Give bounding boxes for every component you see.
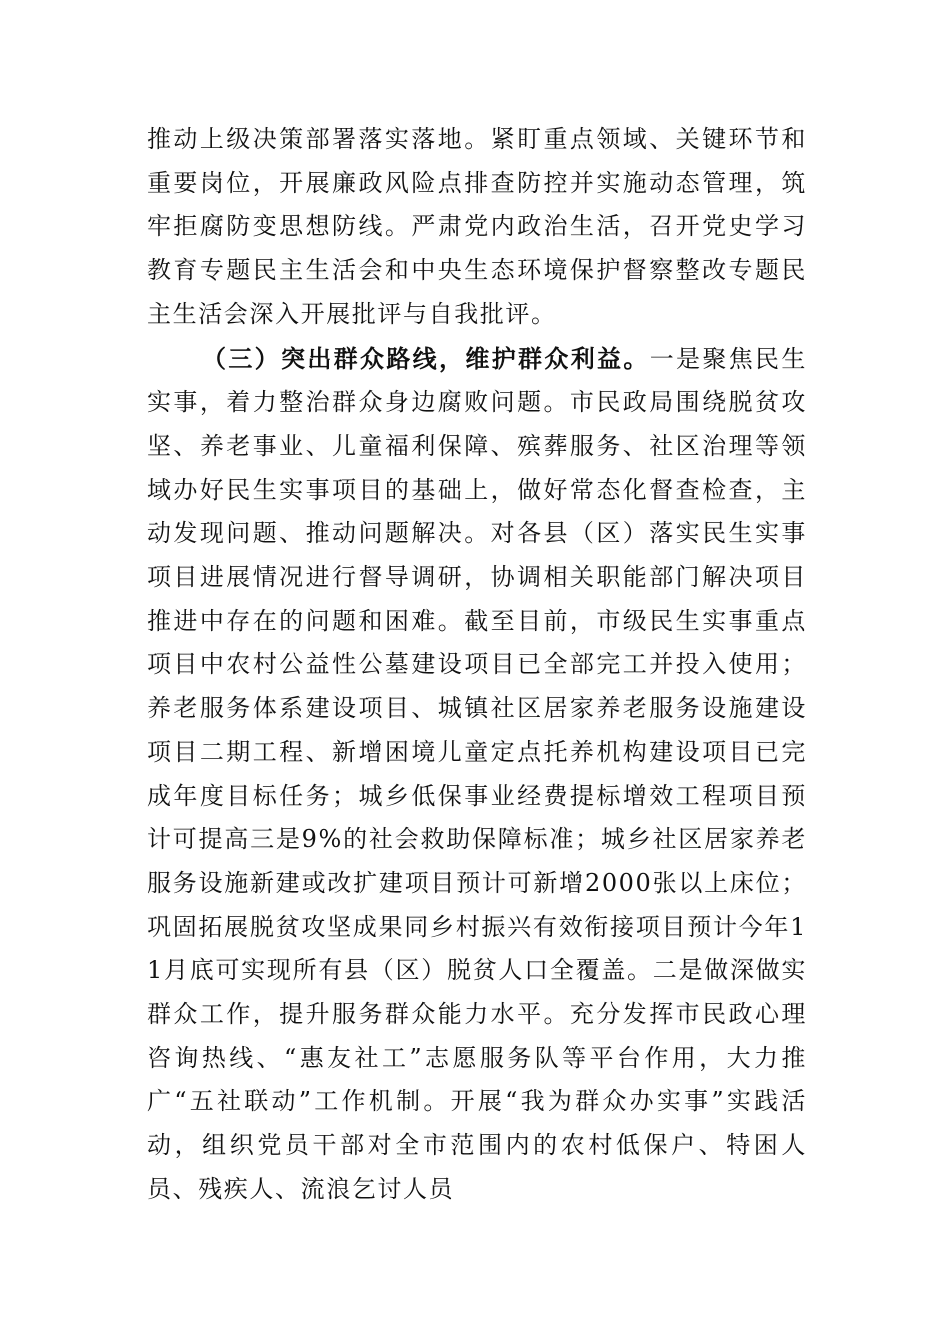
paragraph-1: 推动上级决策部署落实落地。紧盯重点领域、关键环节和重要岗位，开展廉政风险点排查防控并实施动态管理，筑牢拒腐防变思想防线。严肃党内政治生活，召开党史学习教育专题民主生活会和中央生态环境保护督察整改专题民主生活会深入开展批评与自我批评。 — [147, 125, 807, 328]
paragraph-2-body: 一是聚焦民生实事，着力整治群众身边腐败问题。市民政局围绕脱贫攻坚、养老事业、儿童福利保障、殡葬服务、社区治理等领域办好民生实事项目的基础上，做好常态化督查检查，主动发现问题、推动问题解决。对各县（区）落实民生实事项目进展情况进行督导调研，协调相关职能部门解决项目推进中存在的问题和困难。截至目前，市级民生实事重点项目中农村公益性公墓建设项目已全部完工并投入使用；养老服务体系建设项目、城镇社区居家养老服务设施建设项目二期工程、新增困境儿童定点托养机构建设项目已完成年度目标任务；城乡低保事业经费提标增效工程项目预计可提高三是9%的社会救助保障标准；城乡社区居家养老服务设施新建或改扩建项目预计可新增2000张以上床位；巩固拓展脱贫攻坚成果同乡村振兴有效衔接项目预计今年11月底可实现所有县（区）脱贫人口全覆盖。二是做深做实群众工作，提升服务群众能力水平。充分发挥市民政心理咨询热线、“惠友社工”志愿服务队等平台作用，大力推广“五社联动”工作机制。开展“我为群众办实事”实践活动，组织党员干部对全市范围内的农村低保户、特困人员、残疾人、流浪乞讨人员 — [147, 344, 807, 1203]
section-heading: （三）突出群众路线，维护群众利益。 — [202, 343, 650, 373]
document-body — [147, 118, 807, 1212]
paragraph-2 — [147, 337, 807, 1212]
